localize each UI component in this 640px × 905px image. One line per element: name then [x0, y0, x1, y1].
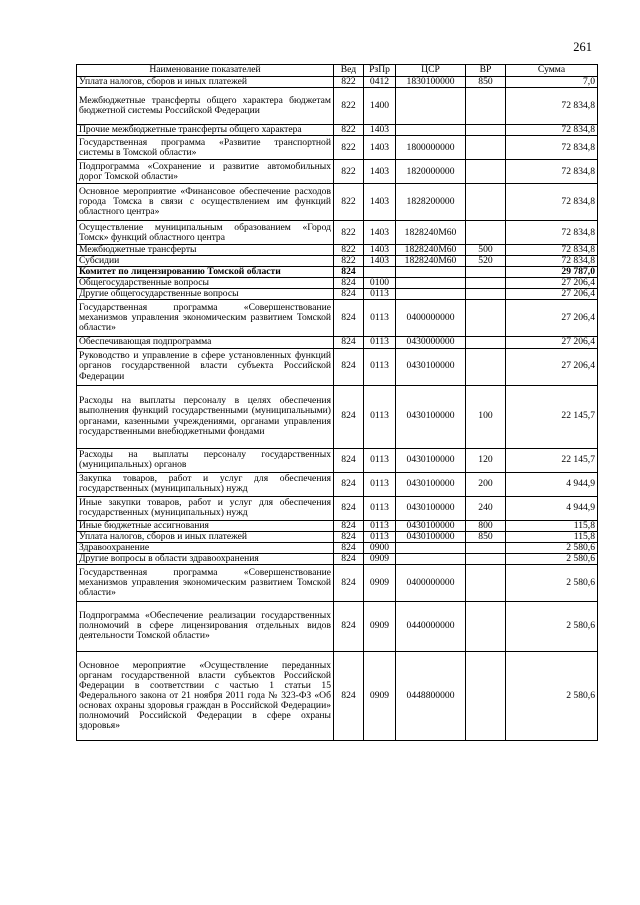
row-csr-cell: 0448800000: [396, 651, 466, 740]
row-name-cell: Другие общегосударственные вопросы: [77, 289, 334, 300]
row-vr-cell: [466, 300, 506, 337]
row-vr-cell: 850: [466, 531, 506, 542]
row-rzpr-cell: 0113: [364, 531, 396, 542]
row-rzpr-cell: 1403: [364, 256, 396, 267]
row-rzpr-cell: 0113: [364, 520, 396, 531]
table-row: [77, 300, 598, 337]
row-ved-cell: 824: [334, 520, 364, 531]
row-csr-cell: 1828240М60: [396, 245, 466, 256]
row-csr-cell: 0430100000: [396, 496, 466, 520]
row-ved-cell: 824: [334, 448, 364, 472]
row-ved-cell: 824: [334, 531, 364, 542]
row-csr-cell: 1828240М60: [396, 221, 466, 245]
table-row: [77, 448, 598, 472]
row-sum-cell: 29 787,0: [506, 267, 598, 278]
table-row: [77, 553, 598, 564]
row-csr-cell: 0430100000: [396, 472, 466, 496]
row-vr-cell: [466, 564, 506, 601]
table-row: [77, 77, 598, 88]
row-vr-cell: [466, 289, 506, 300]
row-sum-cell: 7,0: [506, 77, 598, 88]
row-rzpr-cell: [364, 267, 396, 278]
table-row: [77, 651, 598, 740]
row-rzpr-cell: 1403: [364, 136, 396, 160]
row-sum-cell: 72 834,8: [506, 136, 598, 160]
table-row: [77, 472, 598, 496]
row-vr-cell: 520: [466, 256, 506, 267]
row-sum-cell: 22 145,7: [506, 448, 598, 472]
row-vr-cell: [466, 337, 506, 348]
row-vr-cell: 200: [466, 472, 506, 496]
row-name-cell: Иные бюджетные ассигнования: [77, 520, 334, 531]
table-row: [77, 520, 598, 531]
row-vr-cell: [466, 553, 506, 564]
row-rzpr-cell: 0909: [364, 601, 396, 651]
row-rzpr-cell: 0113: [364, 289, 396, 300]
row-rzpr-cell: 0113: [364, 300, 396, 337]
row-sum-cell: 2 580,6: [506, 542, 598, 553]
row-csr-cell: 1830100000: [396, 77, 466, 88]
table-row: [77, 531, 598, 542]
table-row: [77, 245, 598, 256]
row-rzpr-cell: 0909: [364, 564, 396, 601]
row-vr-cell: [466, 601, 506, 651]
row-sum-cell: 72 834,8: [506, 88, 598, 125]
row-sum-cell: 4 944,9: [506, 496, 598, 520]
table-row: [77, 348, 598, 385]
row-sum-cell: 72 834,8: [506, 256, 598, 267]
row-name-cell: Основное мероприятие «Осуществление переданных органам государственной власти субъектов Российской Федерации в соответствии с частью 1 статьи 15 Федерального закона от 21 ноября 2011 года № 323-ФЗ «Об основах охраны здоровья граждан в Российской Федерации» полномочий Российской Федерации в сфере охраны здоровья»: [77, 651, 334, 740]
row-name-cell: Общегосударственные вопросы: [77, 278, 334, 289]
row-vr-cell: 800: [466, 520, 506, 531]
row-rzpr-cell: 0909: [364, 553, 396, 564]
row-csr-cell: 0430100000: [396, 448, 466, 472]
row-rzpr-cell: 0113: [364, 385, 396, 448]
row-rzpr-cell: 1400: [364, 88, 396, 125]
table-row: [77, 289, 598, 300]
row-csr-cell: 1828240М60: [396, 256, 466, 267]
row-csr-cell: [396, 267, 466, 278]
row-name-cell: Межбюджетные трансферты: [77, 245, 334, 256]
row-vr-cell: 500: [466, 245, 506, 256]
row-ved-cell: 824: [334, 542, 364, 553]
row-vr-cell: [466, 221, 506, 245]
row-sum-cell: 27 206,4: [506, 300, 598, 337]
table-row: [77, 125, 598, 136]
row-rzpr-cell: 1403: [364, 221, 396, 245]
row-ved-cell: 824: [334, 289, 364, 300]
row-name-cell: Межбюджетные трансферты общего характера бюджетам бюджетной системы Российской Федерации: [77, 88, 334, 125]
row-ved-cell: 822: [334, 160, 364, 184]
row-sum-cell: 72 834,8: [506, 125, 598, 136]
row-ved-cell: 822: [334, 77, 364, 88]
table-row: [77, 385, 598, 448]
row-name-cell: Уплата налогов, сборов и иных платежей: [77, 77, 334, 88]
row-csr-cell: 0440000000: [396, 601, 466, 651]
row-sum-cell: 27 206,4: [506, 289, 598, 300]
row-name-cell: Другие вопросы в области здравоохранения: [77, 553, 334, 564]
row-csr-cell: 0400000000: [396, 564, 466, 601]
row-csr-cell: [396, 542, 466, 553]
row-vr-cell: 100: [466, 385, 506, 448]
row-name-cell: Обеспечивающая подпрограмма: [77, 337, 334, 348]
table-row: [77, 278, 598, 289]
row-csr-cell: 1800000000: [396, 136, 466, 160]
row-csr-cell: [396, 553, 466, 564]
row-rzpr-cell: 0113: [364, 448, 396, 472]
row-rzpr-cell: 0100: [364, 278, 396, 289]
row-csr-cell: 0430100000: [396, 385, 466, 448]
row-csr-cell: 0430000000: [396, 337, 466, 348]
row-ved-cell: 824: [334, 472, 364, 496]
row-name-cell: Основное мероприятие «Финансовое обеспечение расходов города Томска в связи с осуществлением им функций областного центра»: [77, 184, 334, 221]
row-name-cell: Расходы на выплаты персоналу в целях обеспечения выполнения функций государственными (муниципальными) органами, казенными учреждениями, органами управления государственными внебюджетными фондами: [77, 385, 334, 448]
row-sum-cell: 72 834,8: [506, 245, 598, 256]
table-row: [77, 221, 598, 245]
row-vr-cell: [466, 651, 506, 740]
row-name-cell: Государственная программа «Совершенствование механизмов управления экономическим развитием Томской области»: [77, 300, 334, 337]
row-csr-cell: [396, 278, 466, 289]
row-ved-cell: 822: [334, 221, 364, 245]
row-name-cell: Государственная программа «Развитие транспортной системы в Томской области»: [77, 136, 334, 160]
row-sum-cell: 22 145,7: [506, 385, 598, 448]
row-name-cell: Уплата налогов, сборов и иных платежей: [77, 531, 334, 542]
row-ved-cell: 822: [334, 245, 364, 256]
row-sum-cell: 2 580,6: [506, 553, 598, 564]
row-sum-cell: 2 580,6: [506, 564, 598, 601]
row-sum-cell: 72 834,8: [506, 221, 598, 245]
page-number: 261: [573, 40, 592, 54]
row-ved-cell: 822: [334, 256, 364, 267]
row-ved-cell: 824: [334, 564, 364, 601]
row-ved-cell: 824: [334, 267, 364, 278]
row-name-cell: Субсидии: [77, 256, 334, 267]
header-csr: ЦСР: [396, 65, 466, 77]
table-row: [77, 160, 598, 184]
row-sum-cell: 2 580,6: [506, 651, 598, 740]
row-ved-cell: 824: [334, 300, 364, 337]
row-rzpr-cell: 0909: [364, 651, 396, 740]
row-csr-cell: [396, 289, 466, 300]
row-ved-cell: 824: [334, 553, 364, 564]
row-ved-cell: 824: [334, 278, 364, 289]
table-row: [77, 256, 598, 267]
row-vr-cell: [466, 160, 506, 184]
row-name-cell: Прочие межбюджетные трансферты общего характера: [77, 125, 334, 136]
header-rzpr: РзПр: [364, 65, 396, 77]
table-row: [77, 184, 598, 221]
row-ved-cell: 824: [334, 496, 364, 520]
row-rzpr-cell: 0412: [364, 77, 396, 88]
header-vr: ВР: [466, 65, 506, 77]
row-sum-cell: 4 944,9: [506, 472, 598, 496]
row-csr-cell: 0430100000: [396, 348, 466, 385]
row-csr-cell: 0400000000: [396, 300, 466, 337]
row-ved-cell: 822: [334, 125, 364, 136]
row-name-cell: Закупка товаров, работ и услуг для обеспечения государственных (муниципальных) нужд: [77, 472, 334, 496]
row-vr-cell: [466, 88, 506, 125]
row-sum-cell: 2 580,6: [506, 601, 598, 651]
row-name-cell: Государственная программа «Совершенствование механизмов управления экономическим развитием Томской области»: [77, 564, 334, 601]
row-ved-cell: 822: [334, 88, 364, 125]
row-name-cell: Руководство и управление в сфере установленных функций органов государственной власти субъекта Российской Федерации: [77, 348, 334, 385]
row-csr-cell: 1820000000: [396, 160, 466, 184]
row-csr-cell: 0430100000: [396, 531, 466, 542]
row-ved-cell: 824: [334, 348, 364, 385]
row-vr-cell: [466, 136, 506, 160]
table-row: [77, 542, 598, 553]
table-row: [77, 267, 598, 278]
row-rzpr-cell: 0113: [364, 348, 396, 385]
row-ved-cell: 824: [334, 337, 364, 348]
row-name-cell: Подпрограмма «Сохранение и развитие автомобильных дорог Томской области»: [77, 160, 334, 184]
row-vr-cell: [466, 267, 506, 278]
budget-table: [76, 64, 598, 741]
table-header-row: [77, 65, 598, 77]
header-sum: Сумма: [506, 65, 598, 77]
row-sum-cell: 115,8: [506, 531, 598, 542]
table-row: [77, 337, 598, 348]
row-ved-cell: 824: [334, 385, 364, 448]
row-sum-cell: 72 834,8: [506, 184, 598, 221]
row-ved-cell: 824: [334, 601, 364, 651]
row-vr-cell: 120: [466, 448, 506, 472]
row-name-cell: Подпрограмма «Обеспечение реализации государственных полномочий в сфере лицензирования отдельных видов деятельности Томской области»: [77, 601, 334, 651]
row-rzpr-cell: 0900: [364, 542, 396, 553]
row-name-cell: Осуществление муниципальным образованием «Город Томск» функций областного центра: [77, 221, 334, 245]
table-row: [77, 564, 598, 601]
row-sum-cell: 72 834,8: [506, 160, 598, 184]
row-csr-cell: [396, 125, 466, 136]
row-sum-cell: 115,8: [506, 520, 598, 531]
row-rzpr-cell: 0113: [364, 496, 396, 520]
row-vr-cell: 240: [466, 496, 506, 520]
row-csr-cell: 1828200000: [396, 184, 466, 221]
row-csr-cell: 0430100000: [396, 520, 466, 531]
row-name-cell: Расходы на выплаты персоналу государственных (муниципальных) органов: [77, 448, 334, 472]
row-vr-cell: 850: [466, 77, 506, 88]
header-name: Наименование показателей: [77, 65, 334, 77]
row-ved-cell: 824: [334, 651, 364, 740]
row-ved-cell: 822: [334, 136, 364, 160]
row-vr-cell: [466, 278, 506, 289]
row-rzpr-cell: 1403: [364, 125, 396, 136]
row-rzpr-cell: 1403: [364, 160, 396, 184]
row-rzpr-cell: 0113: [364, 337, 396, 348]
table-row: [77, 496, 598, 520]
row-rzpr-cell: 1403: [364, 245, 396, 256]
row-vr-cell: [466, 542, 506, 553]
row-sum-cell: 27 206,4: [506, 337, 598, 348]
row-rzpr-cell: 0113: [364, 472, 396, 496]
row-name-cell: Комитет по лицензированию Томской области: [77, 267, 334, 278]
table-row: [77, 601, 598, 651]
row-name-cell: Иные закупки товаров, работ и услуг для обеспечения государственных (муниципальных) нужд: [77, 496, 334, 520]
row-rzpr-cell: 1403: [364, 184, 396, 221]
row-sum-cell: 27 206,4: [506, 348, 598, 385]
table-row: [77, 136, 598, 160]
row-vr-cell: [466, 125, 506, 136]
row-vr-cell: [466, 184, 506, 221]
table-row: [77, 88, 598, 125]
row-csr-cell: [396, 88, 466, 125]
row-sum-cell: 27 206,4: [506, 278, 598, 289]
row-name-cell: Здравоохранение: [77, 542, 334, 553]
row-ved-cell: 822: [334, 184, 364, 221]
header-ved: Вед: [334, 65, 364, 77]
row-vr-cell: [466, 348, 506, 385]
